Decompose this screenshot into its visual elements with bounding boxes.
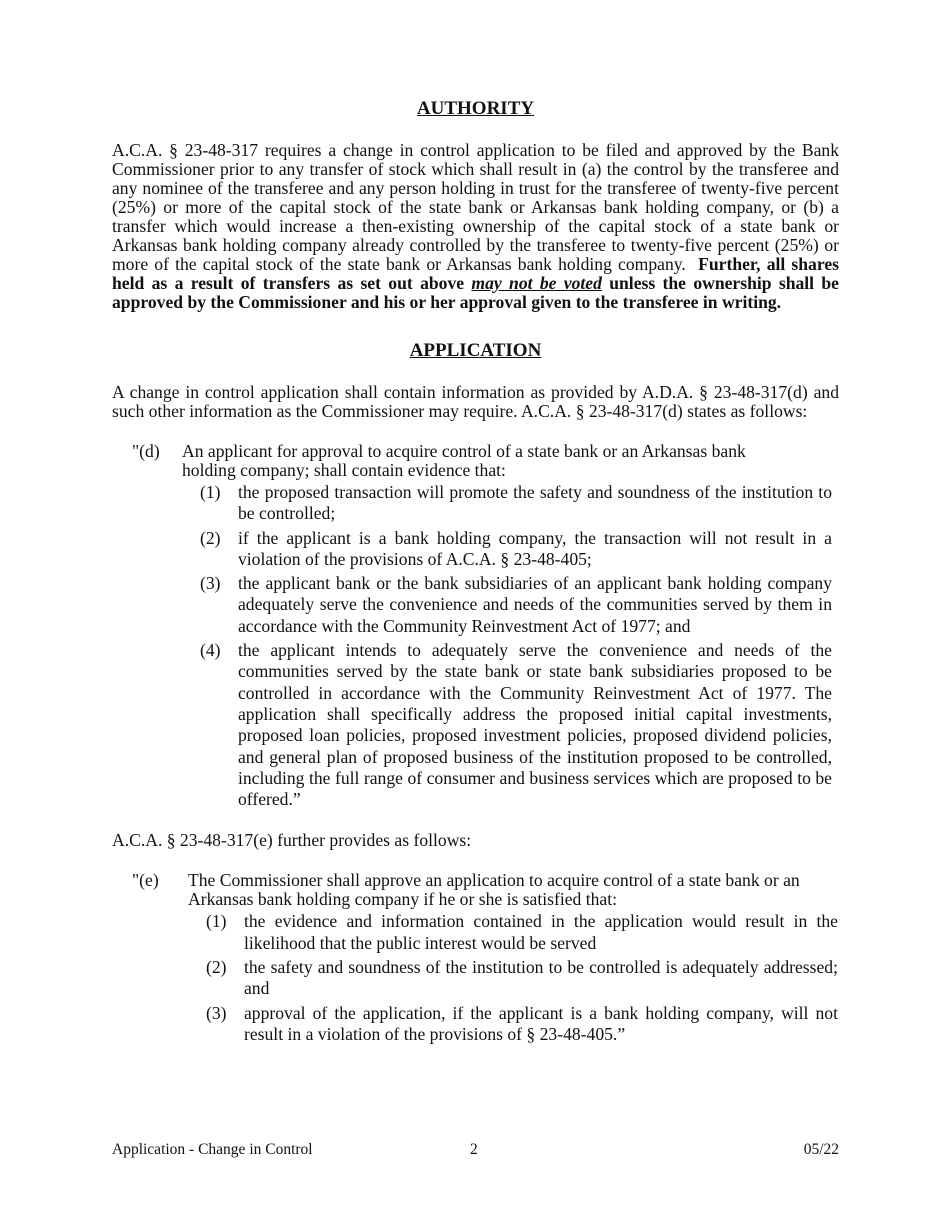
- quote-e: [112, 871, 839, 1045]
- quote-e-text: The Commissioner shall approve an application to acquire control of a state bank or an Arkansas bank holding company if he or she is satisfied that:: [188, 870, 800, 910]
- authority-text: A.C.A. § 23-48-317 requires a change in control application to be filed and approved by the Bank Commissioner prior to any transfer of stock which shall result in (a) the control by the transferee and any nominee of the transferee and any person holding in trust for the transferee of twenty-five percent (25%) or more of the capital stock of the state bank or Arkansas bank holding company, or (b) a transfer which would increase a then-existing ownership of the capital stock of a state bank or Arkansas bank holding company already controlled by the transferee to twenty-five percent (25%) or more of the capital stock of the state bank or Arkansas bank holding company.: [112, 140, 839, 274]
- document-page: [112, 98, 839, 1048]
- quote-d-text: An applicant for approval to acquire control of a state bank or an Arkansas bank holding company; shall contain evidence that:: [182, 441, 746, 480]
- list-item: (1) the proposed transaction will promote the safety and soundness of the institution to be controlled;: [200, 482, 832, 524]
- page-number: 2: [470, 1141, 478, 1158]
- page-footer: [112, 1141, 839, 1161]
- authority-paragraph: A.C.A. § 23-48-317 requires a change in control application to be filed and approved by the Bank Commissioner prior to any transfer of stock which shall result in (a) the control by the transferee and any nominee of the transferee and any person holding in trust for the transferee of twenty-five percent (25%) or more of the capital stock of the state bank or Arkansas bank holding company, or (b) a transfer which would increase a then-existing ownership of the capital stock of a state bank or Arkansas bank holding company already controlled by the transferee to twenty-five percent (25%) or more of the capital stock of the state bank or Arkansas bank holding company. Further, all shares held as a result of transfers as set out above may not be voted unless the ownership shall be approved by the Commissioner and his or her approval given to the transferee in writing.: [112, 140, 839, 312]
- list-item: (2) if the applicant is a bank holding company, the transaction will not result in a violation of the provisions of A.C.A. § 23-48-405;: [200, 527, 832, 569]
- authority-further: Further: [698, 254, 757, 274]
- list-item: (3) approval of the application, if the applicant is a bank holding company, will not result in a violation of the provisions of § 23-48-405.”: [206, 1002, 838, 1044]
- authority-heading: AUTHORITY: [416, 98, 535, 119]
- quote-e-list: [188, 911, 838, 1045]
- application-intro: A change in control application shall contain information as provided by A.D.A. § 23-48-317(d) and such other information as the Commissioner may require. A.C.A. § 23-48-317(d) states as follows:: [112, 382, 839, 421]
- quote-e-label: "(e): [132, 870, 159, 891]
- footer-title: Application - Change in Control: [112, 1141, 313, 1158]
- authority-bold-end: unless the ownership shall be approved by the Commissioner and his or her approval given to the transferee in writing.: [112, 273, 839, 312]
- quote-d-label: "(d): [132, 441, 160, 461]
- quote-d: [112, 442, 839, 810]
- authority-bold-mid: all shares held as a result of transfers as set out above: [112, 254, 839, 293]
- list-item: (1) the evidence and information contained in the application would result in the likelihood that the public interest would be served: [206, 911, 838, 953]
- further-provides: A.C.A. § 23-48-317(e) further provides as follows:: [112, 830, 472, 851]
- authority-may-not-be-voted: may not be voted: [471, 273, 602, 293]
- application-heading: APPLICATION: [409, 340, 542, 361]
- footer-date: 05/22: [803, 1141, 839, 1158]
- list-item: (4) the applicant intends to adequately serve the convenience and needs of the communities served by the state bank or state bank subsidiaries proposed to be controlled in accordance with the Community Reinvestment Act of 1977. The application shall specifically address the proposed initial capital investments, proposed loan policies, proposed investment policies, proposed dividend policies, and general plan of proposed business of the institution proposed to be controlled, including the full range of consumer and business services which are proposed to be offered.”: [200, 640, 832, 810]
- list-item: (3) the applicant bank or the bank subsidiaries of an applicant bank holding company adequately serve the convenience and needs of the communities served by them in accordance with the Community Reinvestment Act of 1977; and: [200, 573, 832, 636]
- quote-d-list: [182, 482, 832, 810]
- list-item: (2) the safety and soundness of the institution to be controlled is adequately addressed; and: [206, 957, 838, 999]
